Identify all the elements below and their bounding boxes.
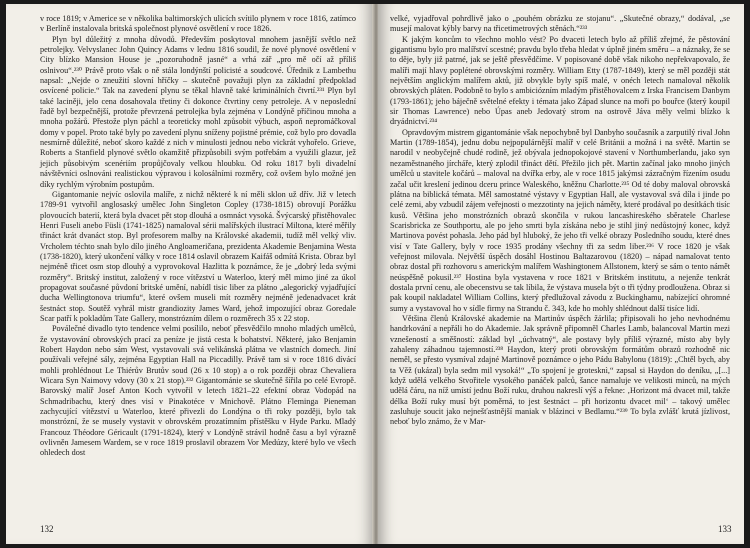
left-page-text [40,14,356,459]
paragraph: K jakým koncům to všechno mohlo vést? Po dvaceti letech bylo až příliš zřejmé, že pěstování gigantismu bylo pro malířství scestné; pravdu bylo třeba hledat v úplně jiném směru – a náznaky, že se to děje, byly již patrné, jak se ještě přesvědčíme. V popisované době však nikoho nepřekvapovalo, že malíři mají hlavy poplétené obrovskými rozměry. William Etty (1787-1849), který se měl později stát největším anglickým malířem aktů, již obvykle byly spíš malé, v onéch letech namaloval několik obrovských pláten. Podobně to bylo s ambiciózním mladým přistěhovalcem z Irska Francisem Danbym (1793-1861); jeho báječně světelné efekty i témata jako Západ slunce na moři po bouřce (který koupil sir Thomas Lawrence) nebo Úpas aneb Jedovatý strom na ostrově Jáva měly velmi blízko k dryádnictví.²³⁴ [390,34,730,127]
page-number-left: 132 [40,524,54,534]
paragraph: Plyn byl důležitý z mnoha důvodů. Především poskytoval mnohem jasnější světlo než petrolejky. Velvyslanec John Quincy Adams v lednu 1816 soudil, že nové plynové osvětlení v City blízko Mansion House je „pozoruhodně jasné“ a vrhá zář „pro mě očí až příliš oslnivou“.²³⁰ Právě proto však o ně stála londýnští policisté a soudcové. Úřednik z Lambethu napsal: „Nejde o zneužití slovní hříčky – skutečně považuji plyn za základní předpoklad osvícené policie.“ Tak na zavedení plynu se těkal hlavně také kriminálních čtvrtí.²³¹ Plyn byl také laciněji, jelo cena dosahovala třetiny či dokonce čtvrtiny ceny petroleje. A v neposlední řadě byl bezpečnější, protože převrzená petrolejka byla zejména v Londýně příčinou mnoha a mnoha požárů. Přestože plyn páchl a teoreticky mohl způsobit výbuch, aspoň nepromáčkoval domy v popel. Proto také byly po zavedení plynu sníženy pojistné prémie, což bylo pro dovadla nesmírně důležité, neboť skoro každé z nich v minulosti jednou nebo vickrát vyhořelo. Grieve, Roberts a Stanfield plynové světlo okamžitě přizpůsobili svým potřebám a využili glazur, jež jejich působivým scenériím propůjčovaly velkou hloubku. Od roku 1817 byli divadelní návštěvníci oslnováni realistickou výpravou i kolosálními rozměry, což ovšem bylo možné jen díky rychlým výrobním postupům. [40,34,356,189]
paragraph: velké, vyjadřoval pohrdlivě jako o „pouhém obrázku ze stojanu“. „Skutečné obrazy,“ dodával, „se musejí malovat kýbly barvy na třicetimetrových stěnách.“²³³ [390,14,730,34]
right-page-text [390,14,730,428]
paragraph: v roce 1819; v Americe se v několika baltimorských ulicích svítilo plynem v roce 1816, zatímco v Berlíně instalovala britská společnost plynové osvětlení v roce 1826. [40,14,356,34]
left-page [6,4,374,544]
right-page [378,4,744,544]
paragraph: Poválečné divadlo tyto tendence velmi posílilo, neboť přesvědčilo mnoho mladých umělců, že vystavování obrovských prací za peníze je jistá cesta k bohatství. Některé, jako Benjamin Robert Haydon nebo sám West, vystavovali svá velikánská plátna ve vlastních domech. Jiní používali veřejné sály, zejména Egyptian Hall na Piccadilly. Právě tam si v roce 1816 dívácí mohli prohlédnout Le Thiérův Brutův soud (26 x 10 stop) a o rok později obraz Chevaliera Wicara Syn Naimovy vdovy (30 x 21 stop).²³² Gigantománie se skutečně šířila po celé Evropě. Barovský malíř Josef Anton Koch vytvořil v letech 1821–22 efektní obraz Vodopád na Schmadribachu, který dnes visí v Pinakotéce v Mnichově. Plátno Fleminga Pieneman zachycující vítězství u Waterloo, které přivezli do Londýna o tři roky později, bylo tak monstrózní, že se musely vystavit v obrovském prozatímním přístěšku v Hyde Parku. Mladý Francouz Théodore Géricault (1791-1824), který v Londýně strávil hodně času a byl výrazně ovlivněn Jamesem Wardem, se v roce 1819 proslavil obrazem Vor Medúzy, které bylo ve všech ohledech dost [40,324,356,458]
paragraph: Opravdovým mistrem gigantománie však nepochybně byl Danbyho současník a zarputilý rival John Martin (1789-1854), jednu dobu nejpopulárnější malíř v celé Británii a možná i na světě. Martin se narodil v neobyčejně chudé rodině, jež obývala jednopokojové stavení v Northumberlandu, jako syn nezaměstnaného jírcháře, který zplodil třináct dětí. Přežilo jich pět. Martin začínal jako mnoho jiných umělců u stavitele kočárů – maloval na dvířka erby, ale v roce 1815 jakýmsi zázračným řízením osudu začal učit kreslení jedinou dceru prince Waleského, kněžnu Charlotte.²³⁵ Od té doby maloval obrovská plátna na biblická témata. Měl samostatné výstavy v Egyptian Hall, ale vystavoval svá díla i jinde po celé zemi, aby vzbudil zájem veřejnosti o mezzotinty na jejich náměty, které prodával po desítkách tisíc kusů. Většina jeho monstrózních obrazů skončila v rukou lancashireského sběratele Charlese Scarisbricka ze Southportu, ale po jeho smrti byla získána nebo je stihl jiný nedůstojný konec, když Martinova povést pohasla. Jeho pád byl hluboký, že jeho tři velké obrazy Posledního soudu, které dnes visí v Tate Gallery, byly v roce 1935 prodány všechny tři za sedm liber.²³⁶ V roce 1820 je však veřejnost milovala. Největší úspěch dosáhl Hostinou Baltazarovou (1820) – nápad namalovat tento obraz dostal při rozhovoru s americkým malířem Washingtonem Allstonem, který se sám o tento námět neúspěšně pokusil.²³⁷ Hostina byla vystavena v roce 1821 v Britském institutu, a nejenže tenkrát dostala první cenu, ale obecenstvu se tak líbila, že výstava musela být o tři týdny prodloužena. Obraz si pak koupil nakladatel William Collins, který předlužoval závodu z Buckinghamu, nabízející ohromné sumy a vystavoval ho v sídle firmy na Strandu č. 343, kde ho mohly shlédnout další tisíce lidí. [390,127,730,313]
paragraph: Gigantomanie nejvíc oslovila malíře, z nichž některé k ní měli sklon už dřív. Již v letech 1789-91 vytvořil anglosaský umělec John Singleton Copley (1738-1815) obrovují Porážku plovoucích baterií, která byla dvacet pět stop dlouhá a osmnáct vysoká. Švýcarský přistěhovalec Henri Fuseli anebo Füsli (1741-1825) namaloval sérii malířských ilustrací Miltona, které měřily třináct krát dvanáct stop. Byl profesorem malby na Královské akademii, tudíž měl velký vliv. Vrcholem téchto snah bylo dílo jiného Angloameričana, prezidenta Akademie Benjamina Westa (1738-1820), který ukončení války v roce 1814 oslavil obrazem Kaifáš odmítá Krista. Obraz byl nejméně třicet osm stop dlouhý a vyprovokoval Hazlitta k poznámce, že je „dobrý leda svými rozměry“. Britský institut, založený v roce vítězství u Waterloo, který měl mimo jiné za úkol propagovat současné půvdoní britské umění, nabídl tisic liber za plátno „alegorický vyjadřující ducha Wellingtonova triumfu“, které ovšem museli mít rozměry nejméně jedenadvacet krát šestnáct stop. Soutěž vyhrál mistr grandiozity James Ward, jehož impozující obraz Goredale Scar patří k pokladům Tate Gallery, monstrózním dílem o rozměrech 35 x 22 stop. [40,189,356,323]
paragraph: Většina členů Královské akademie na Martinův úspěch žárlila; připisovali ho jeho nevhodnému handrkování a nepřáli ho do Akademie. Jak správně připomněl Charles Lamb, balancoval Martin mezi vznešeností a směšností: základ byl „úchvatný“, ale postavy byly příliš výrazné, místo aby byly zahaleny záhadnou tajemností.²³⁸ Haydon, který proti obrovským formátům obrazů rozhodně nic neměl, se přesto vysmíval zdajné Martinově poznámce o jeho Pádu Babylonu (1819): „Chtěl bych, aby ta Věž (ukázal) byla sedm mil vysoká!“ „To spojení je grotesknì,“ zapsal si Haydon do deníku, „[...] když udělá velkého Stvořitele vysokého panáček palců, šance namaluje ve velikosti minců, na mých udělá čáru, na níž umístí jednu Boží ruku, druhou nakreslí výš a řekne: ‚Horizont má dvacet mil, takže délka Boží ruky musí být poměrná, to jest šestnáct – při horizontu dvacet mil‘ – takový umělec zasluhuje soucit jako nejnešťastnější maniak v blázinci v Bedlamu.“²³⁹ To byla zvlášť krutá jízlivost, neboť bylo známo, že v Mar- [390,313,730,427]
page-number-right: 133 [718,524,732,534]
